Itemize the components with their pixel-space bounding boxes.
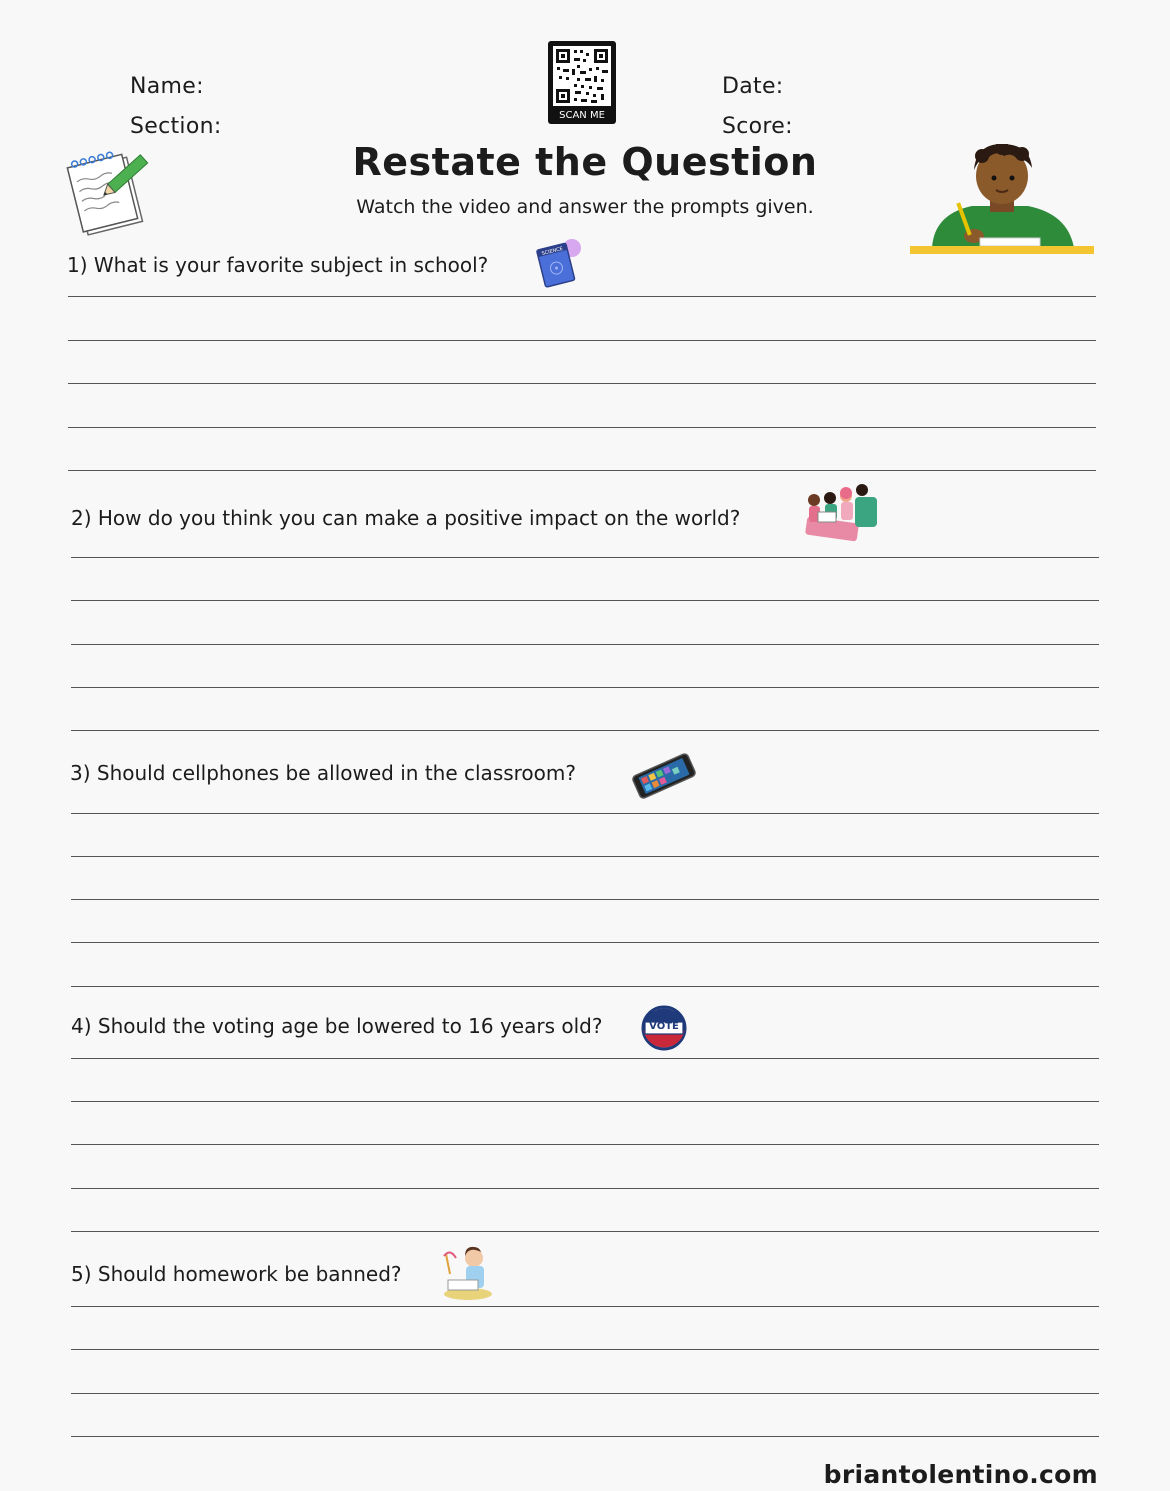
score-label: Score:	[722, 114, 793, 139]
answer-line[interactable]	[71, 644, 1099, 645]
question-5-text: 5) Should homework be banned?	[71, 1262, 402, 1286]
science-book-icon	[532, 236, 584, 288]
question-4-text: 4) Should the voting age be lowered to 16 years old?	[71, 1014, 603, 1038]
answer-line[interactable]	[71, 1231, 1099, 1232]
answer-line[interactable]	[71, 1101, 1099, 1102]
answer-line[interactable]	[71, 1188, 1099, 1189]
date-label: Date:	[722, 74, 784, 99]
people-helping-icon	[800, 484, 884, 542]
answer-line[interactable]	[68, 340, 1096, 341]
answer-line[interactable]	[71, 1144, 1099, 1145]
qr-caption: SCAN ME	[559, 110, 605, 121]
answer-line[interactable]	[71, 942, 1099, 943]
answer-line[interactable]	[68, 427, 1096, 428]
question-1-text: 1) What is your favorite subject in school?	[67, 253, 489, 277]
answer-line[interactable]	[71, 986, 1099, 987]
answer-line[interactable]	[71, 687, 1099, 688]
qr-code-icon	[553, 46, 611, 106]
answer-line[interactable]	[71, 557, 1099, 558]
svg-text:SCIENCE: SCIENCE	[541, 246, 564, 258]
answer-line[interactable]	[71, 1349, 1099, 1350]
answer-line[interactable]	[71, 730, 1099, 731]
answer-line[interactable]	[68, 383, 1096, 384]
answer-line[interactable]	[71, 600, 1099, 601]
answer-line[interactable]	[71, 1306, 1099, 1307]
page-title: Restate the Question	[352, 140, 818, 184]
page-subtitle: Watch the video and answer the prompts given.	[356, 196, 814, 218]
section-label: Section:	[130, 114, 222, 139]
cellphone-icon	[628, 752, 700, 800]
answer-line[interactable]	[71, 899, 1099, 900]
student-homework-icon	[440, 1246, 496, 1302]
answer-line[interactable]	[71, 1393, 1099, 1394]
vote-badge-text: VOTE	[649, 1021, 679, 1032]
answer-line[interactable]	[71, 1058, 1099, 1059]
answer-line[interactable]	[68, 470, 1096, 471]
answer-line[interactable]	[71, 1436, 1099, 1437]
answer-line[interactable]	[68, 296, 1096, 297]
name-label: Name:	[130, 74, 204, 99]
qr-code[interactable]	[548, 41, 616, 124]
question-2-text: 2) How do you think you can make a positive impact on the world?	[71, 506, 741, 530]
answer-line[interactable]	[71, 856, 1099, 857]
answer-line[interactable]	[71, 813, 1099, 814]
question-3-text: 3) Should cellphones be allowed in the classroom?	[70, 761, 577, 785]
footer-website: briantolentino.com	[823, 1460, 1098, 1489]
vote-badge-icon	[641, 1005, 687, 1051]
